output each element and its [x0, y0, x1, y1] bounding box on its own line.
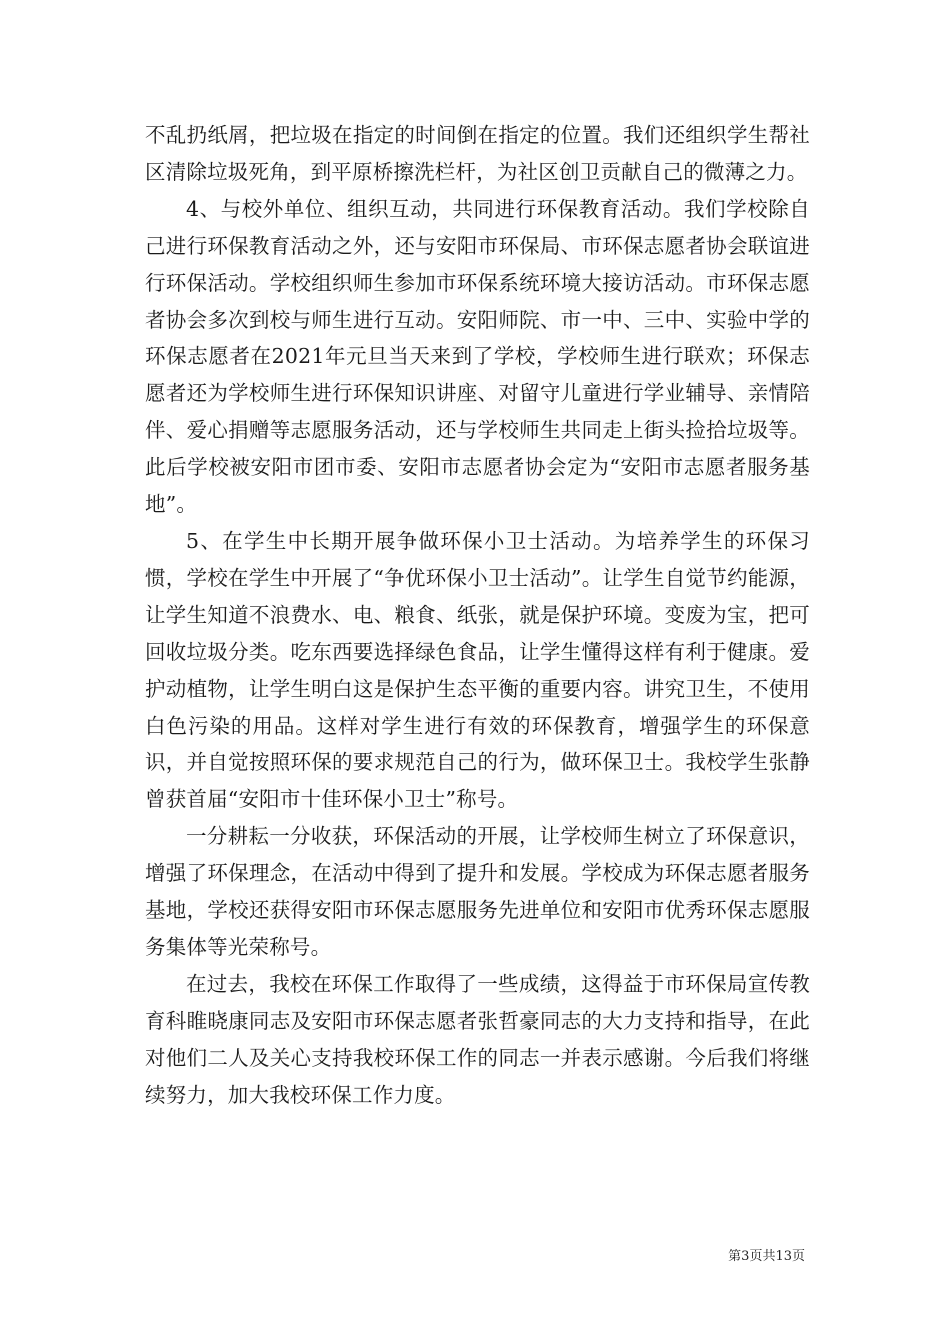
- body-text: [145, 117, 810, 1113]
- paragraph-continuation: 不乱扔纸屑，把垃圾在指定的时间倒在指定的位置。我们还组织学生帮社区清除垃圾死角，到平原桥擦洗栏杆，为社区创卫贡献自己的微薄之力。: [145, 123, 810, 184]
- paragraph-item-5: 5、在学生中长期开展争做环保小卫士活动。为培养学生的环保习惯，学校在学生中开展了“争优环保小卫士活动”。让学生自觉节约能源，让学生知道不浪费水、电、粮食、纸张，就是保护环境。变废为宝，把可回收垃圾分类。吃东西要选择绿色食品，让学生懂得这样有利于健康。爱护动植物，让学生明白这是保护生态平衡的重要内容。讲究卫生，不使用白色污染的用品。这样对学生进行有效的环保教育，增强学生的环保意识，并自觉按照环保的要求规范自己的行为，做环保卫士。我校学生张静曾获首届“安阳市十佳环保小卫士”称号。: [145, 528, 810, 812]
- paragraph-acknowledgement: 在过去，我校在环保工作取得了一些成绩，这得益于市环保局宣传教育科睢晓康同志及安阳市环保志愿者张哲豪同志的大力支持和指导，在此对他们二人及关心支持我校环保工作的同志一并表示感谢。今后我们将继续努力，加大我校环保工作力度。: [145, 971, 810, 1107]
- paragraph-item-4: 4、与校外单位、组织互动，共同进行环保教育活动。我们学校除自己进行环保教育活动之外，还与安阳市环保局、市环保志愿者协会联谊进行环保活动。学校组织师生参加市环保系统环境大接访活动。市环保志愿者协会多次到校与师生进行互动。安阳师院、市一中、三中、实验中学的环保志愿者在2021年元旦当天来到了学校，学校师生进行联欢；环保志愿者还为学校师生进行环保知识讲座、对留守儿童进行学业辅导、亲情陪伴、爱心捐赠等志愿服务活动，还与学校师生共同走上街头捡拾垃圾等。此后学校被安阳市团市委、安阳市志愿者协会定为“安阳市志愿者服务基地”。: [145, 196, 810, 517]
- page-number: 第3页共13页: [728, 1249, 805, 1264]
- paragraph-summary: 一分耕耘一分收获，环保活动的开展，让学校师生树立了环保意识，增强了环保理念，在活动中得到了提升和发展。学校成为环保志愿者服务基地，学校还获得安阳市环保志愿服务先进单位和安阳市优秀环保志愿服务集体等光荣称号。: [145, 824, 810, 959]
